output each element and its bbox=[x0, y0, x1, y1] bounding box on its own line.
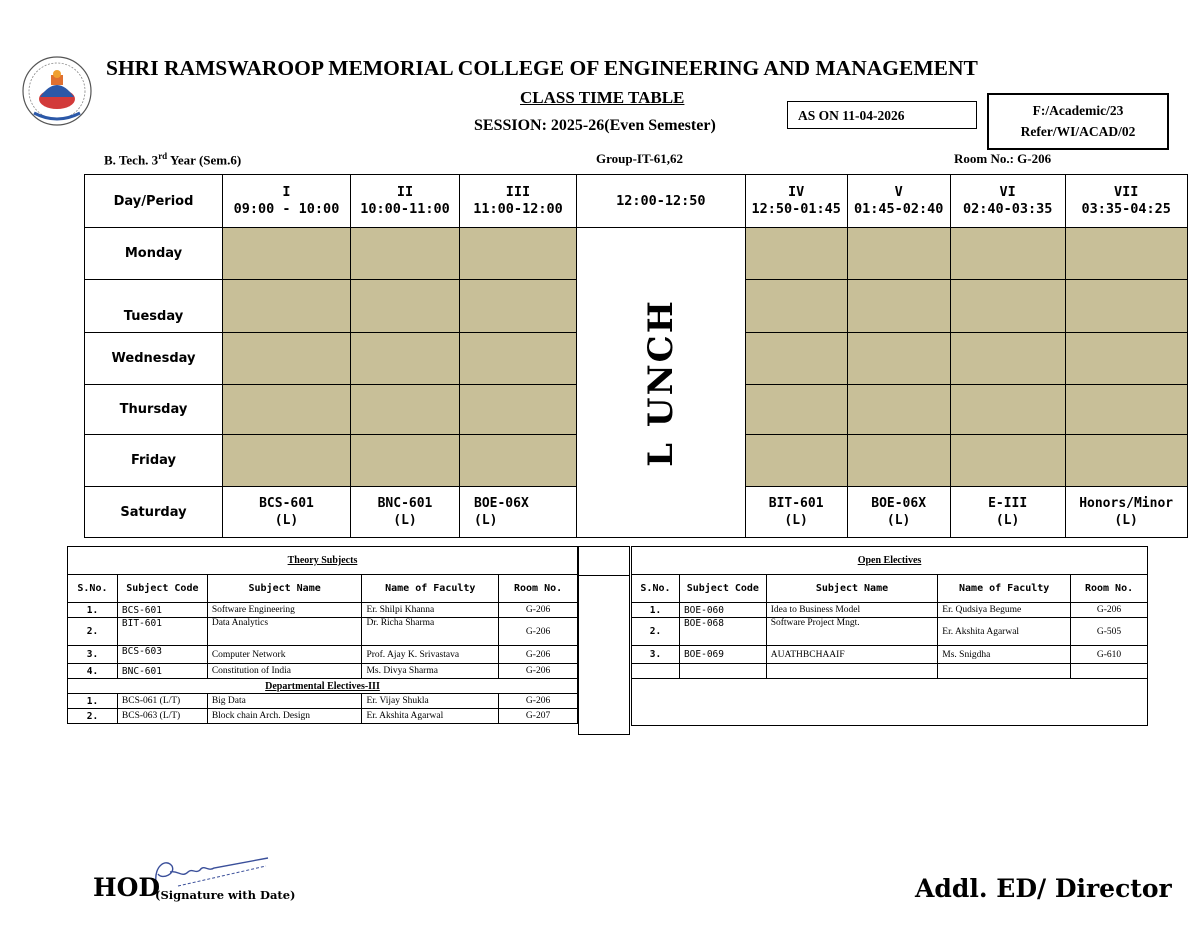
day-saturday: Saturday bbox=[85, 487, 223, 538]
period-header-1: I 09:00 - 10:00 bbox=[223, 175, 351, 228]
th-faculty: Name of Faculty bbox=[362, 575, 499, 603]
table-row: 1. BOE-060 Idea to Business Model Er. Qudsiya Begume G-206 bbox=[632, 603, 1148, 618]
table-row: 3. BCS-603 Computer Network Prof. Ajay K. Srivastava G-206 bbox=[68, 646, 578, 664]
day-monday: Monday bbox=[85, 228, 223, 280]
slot-cell bbox=[847, 228, 950, 280]
table-spacer bbox=[578, 546, 630, 735]
document-title: CLASS TIME TABLE bbox=[520, 88, 685, 107]
slot-cell bbox=[950, 435, 1065, 487]
slot-cell bbox=[847, 385, 950, 435]
saturday-slot-7: Honors/Minor (L) bbox=[1065, 487, 1187, 538]
timetable-grid bbox=[84, 174, 1188, 538]
saturday-slot-3: BOE-06X (L) bbox=[460, 487, 577, 538]
director-label: Addl. ED/ Director bbox=[915, 874, 1172, 903]
saturday-slot-5: BOE-06X (L) bbox=[847, 487, 950, 538]
group-label: Group-IT-61,62 bbox=[596, 151, 684, 166]
session-label: SESSION: 2025-26(Even Semester) bbox=[474, 117, 716, 134]
theory-subjects-table bbox=[67, 546, 578, 724]
slot-cell bbox=[1065, 228, 1187, 280]
period-header-7: VII 03:35-04:25 bbox=[1065, 175, 1187, 228]
corner-header: Day/Period bbox=[85, 175, 223, 228]
open-electives-table bbox=[631, 546, 1148, 726]
open-electives-title: Open Electives bbox=[632, 547, 1148, 575]
lunch-time-header: 12:00-12:50 bbox=[577, 175, 746, 228]
slot-cell bbox=[460, 435, 577, 487]
day-wednesday: Wednesday bbox=[85, 333, 223, 385]
table-row: 2. BCS-063 (L/T) Block chain Arch. Design Er. Akshita Agarwal G-207 bbox=[68, 709, 578, 724]
slot-cell bbox=[460, 385, 577, 435]
slot-cell bbox=[950, 333, 1065, 385]
th-code: Subject Code bbox=[117, 575, 207, 603]
oe-th-faculty: Name of Faculty bbox=[938, 575, 1071, 603]
slot-cell bbox=[223, 333, 351, 385]
slot-cell bbox=[950, 385, 1065, 435]
college-logo bbox=[18, 55, 96, 127]
table-row: 2. BIT-601 Data Analytics Dr. Richa Sharma G-206 bbox=[68, 618, 578, 646]
slot-cell bbox=[223, 435, 351, 487]
slot-cell bbox=[223, 280, 351, 333]
period-header-6: VI 02:40-03:35 bbox=[950, 175, 1065, 228]
slot-cell bbox=[351, 228, 460, 280]
day-friday: Friday bbox=[85, 435, 223, 487]
oe-th-name: Subject Name bbox=[766, 575, 938, 603]
slot-cell bbox=[847, 280, 950, 333]
period-header-5: V 01:45-02:40 bbox=[847, 175, 950, 228]
course-label: B. Tech. 3rd Year (Sem.6) bbox=[104, 151, 242, 168]
slot-cell bbox=[223, 228, 351, 280]
slot-cell bbox=[1065, 385, 1187, 435]
slot-cell bbox=[950, 228, 1065, 280]
slot-cell bbox=[745, 280, 847, 333]
slot-cell bbox=[460, 280, 577, 333]
slot-cell bbox=[745, 333, 847, 385]
slot-cell bbox=[351, 385, 460, 435]
room-label: Room No.: G-206 bbox=[954, 151, 1052, 166]
th-room: Room No. bbox=[499, 575, 578, 603]
oe-th-sno: S.No. bbox=[632, 575, 680, 603]
lunch-label: L UNCH bbox=[640, 298, 681, 467]
slot-cell bbox=[745, 435, 847, 487]
slot-cell bbox=[223, 385, 351, 435]
table-row: 1. BCS-061 (L/T) Big Data Er. Vijay Shukla G-206 bbox=[68, 694, 578, 709]
slot-cell bbox=[847, 435, 950, 487]
saturday-slot-2: BNC-601 (L) bbox=[351, 487, 460, 538]
lunch-column bbox=[577, 228, 746, 538]
slot-cell bbox=[1065, 280, 1187, 333]
oe-th-room: Room No. bbox=[1071, 575, 1148, 603]
hod-label: HOD bbox=[93, 873, 161, 902]
slot-cell bbox=[1065, 333, 1187, 385]
table-row: 1. BCS-601 Software Engineering Er. Shilpi Khanna G-206 bbox=[68, 603, 578, 618]
th-sno: S.No. bbox=[68, 575, 118, 603]
table-row: 4. BNC-601 Constitution of India Ms. Divya Sharma G-206 bbox=[68, 664, 578, 679]
period-header-4: IV 12:50-01:45 bbox=[745, 175, 847, 228]
slot-cell bbox=[460, 228, 577, 280]
dept-electives-title: Departmental Electives-III bbox=[68, 679, 578, 694]
table-row bbox=[632, 664, 1148, 679]
reference-line-2: Refer/WI/ACAD/02 bbox=[1020, 124, 1136, 139]
period-header-2: II 10:00-11:00 bbox=[351, 175, 460, 228]
period-header-3: III 11:00-12:00 bbox=[460, 175, 577, 228]
as-on-date-box: AS ON 11-04-2026 bbox=[787, 101, 977, 129]
theory-title: Theory Subjects bbox=[68, 547, 578, 575]
table-row: 3. BOE-069 AUATHBCHAAIF Ms. Snigdha G-610 bbox=[632, 646, 1148, 664]
saturday-slot-1: BCS-601 (L) bbox=[223, 487, 351, 538]
reference-line-1: F:/Academic/23 bbox=[1032, 103, 1124, 118]
day-thursday: Thursday bbox=[85, 385, 223, 435]
day-tuesday: Tuesday bbox=[85, 280, 223, 333]
th-name: Subject Name bbox=[207, 575, 362, 603]
slot-cell bbox=[1065, 435, 1187, 487]
slot-cell bbox=[745, 385, 847, 435]
slot-cell bbox=[847, 333, 950, 385]
slot-cell bbox=[351, 333, 460, 385]
table-row: 2. BOE-068 Software Project Mngt. Er. Akshita Agarwal G-505 bbox=[632, 618, 1148, 646]
saturday-slot-6: E-III (L) bbox=[950, 487, 1065, 538]
hod-signature bbox=[148, 852, 273, 892]
reference-box bbox=[987, 93, 1169, 150]
slot-cell bbox=[950, 280, 1065, 333]
slot-cell bbox=[745, 228, 847, 280]
college-name: SHRI RAMSWAROOP MEMORIAL COLLEGE OF ENGINEERING AND MANAGEMENT bbox=[106, 56, 978, 80]
slot-cell bbox=[351, 280, 460, 333]
hod-signature-note: (Signature with Date) bbox=[155, 888, 296, 902]
slot-cell bbox=[351, 435, 460, 487]
saturday-slot-4: BIT-601 (L) bbox=[745, 487, 847, 538]
oe-th-code: Subject Code bbox=[679, 575, 766, 603]
slot-cell bbox=[460, 333, 577, 385]
table-row bbox=[632, 679, 1148, 726]
